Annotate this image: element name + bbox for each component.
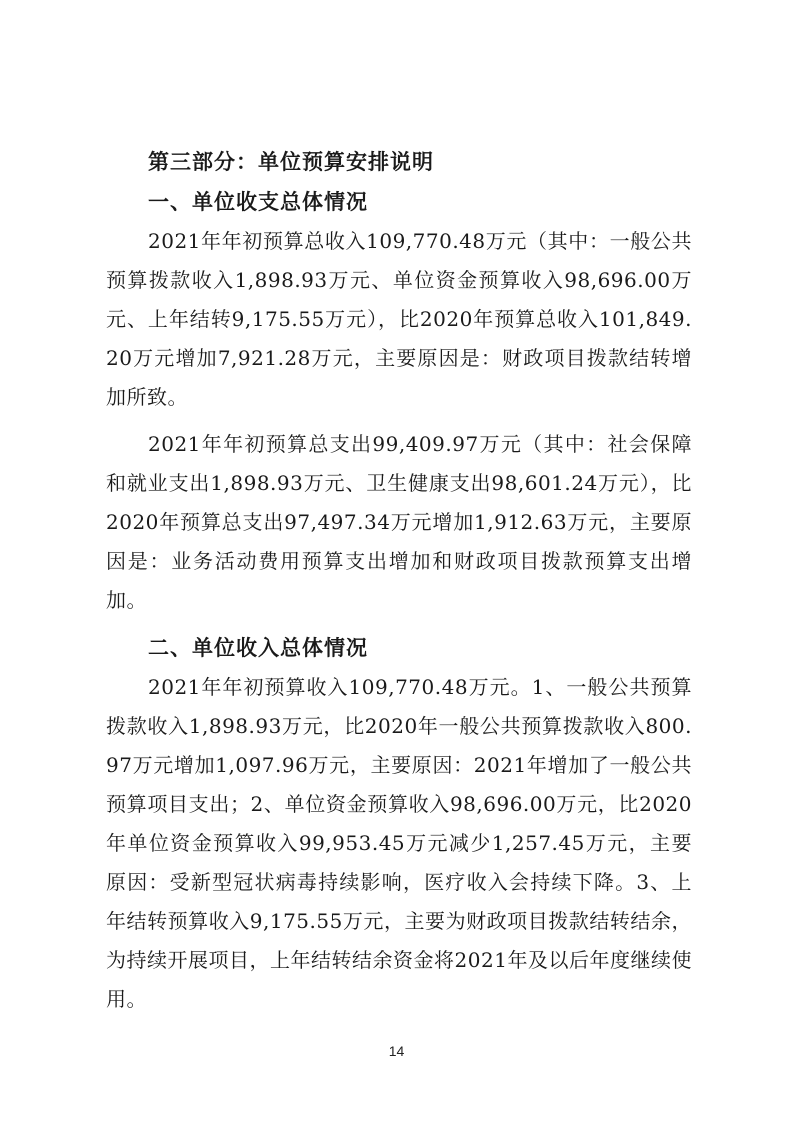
paragraph-spacer <box>106 417 692 425</box>
section-heading-1: 一、单位收支总体情况 <box>148 190 368 214</box>
paragraph-income-expense-total-expense: 2021年年初预算总支出99,409.97万元（其中：社会保障和就业支出1,898.93万元、卫生健康支出98,601.24万元），比2020年预算总支出97,497.34万元增加1,912.63万元，主要原因是：业务活动费用预算支出增加和财政项目拨款预算支出增加。 <box>106 432 692 612</box>
section-heading-2: 二、单位收入总体情况 <box>148 636 368 660</box>
page-number: 14 <box>388 1043 405 1059</box>
page-content <box>106 142 692 1019</box>
section-spacer <box>106 620 692 628</box>
section-title: 第三部分：单位预算安排说明 <box>148 150 434 174</box>
paragraph-income-overview: 2021年年初预算收入109,770.48万元。1、一般公共预算拨款收入1,898.93万元，比2020年一般公共预算拨款收入800.97万元增加1,097.96万元，主要原因：2021年增加了一般公共预算项目支出；2、单位资金预算收入98,696.00万元，比2020年单位资金预算收入99,953.45万元减少1,257.45万元，主要原因：受新型冠状病毒持续影响，医疗收入会持续下降。3、上年结转预算收入9,175.55万元，主要为财政项目拨款结转结余，为持续开展项目，上年结转结余资金将2021年及以后年度继续使用。 <box>106 675 692 1011</box>
paragraph-income-expense-total-income: 2021年年初预算总收入109,770.48万元（其中：一般公共预算拨款收入1,898.93万元、单位资金预算收入98,696.00万元、上年结转9,175.55万元），比2020年预算总收入101,849.20万元增加7,921.28万元，主要原因是：财政项目拨款结转增加所致。 <box>106 229 692 409</box>
